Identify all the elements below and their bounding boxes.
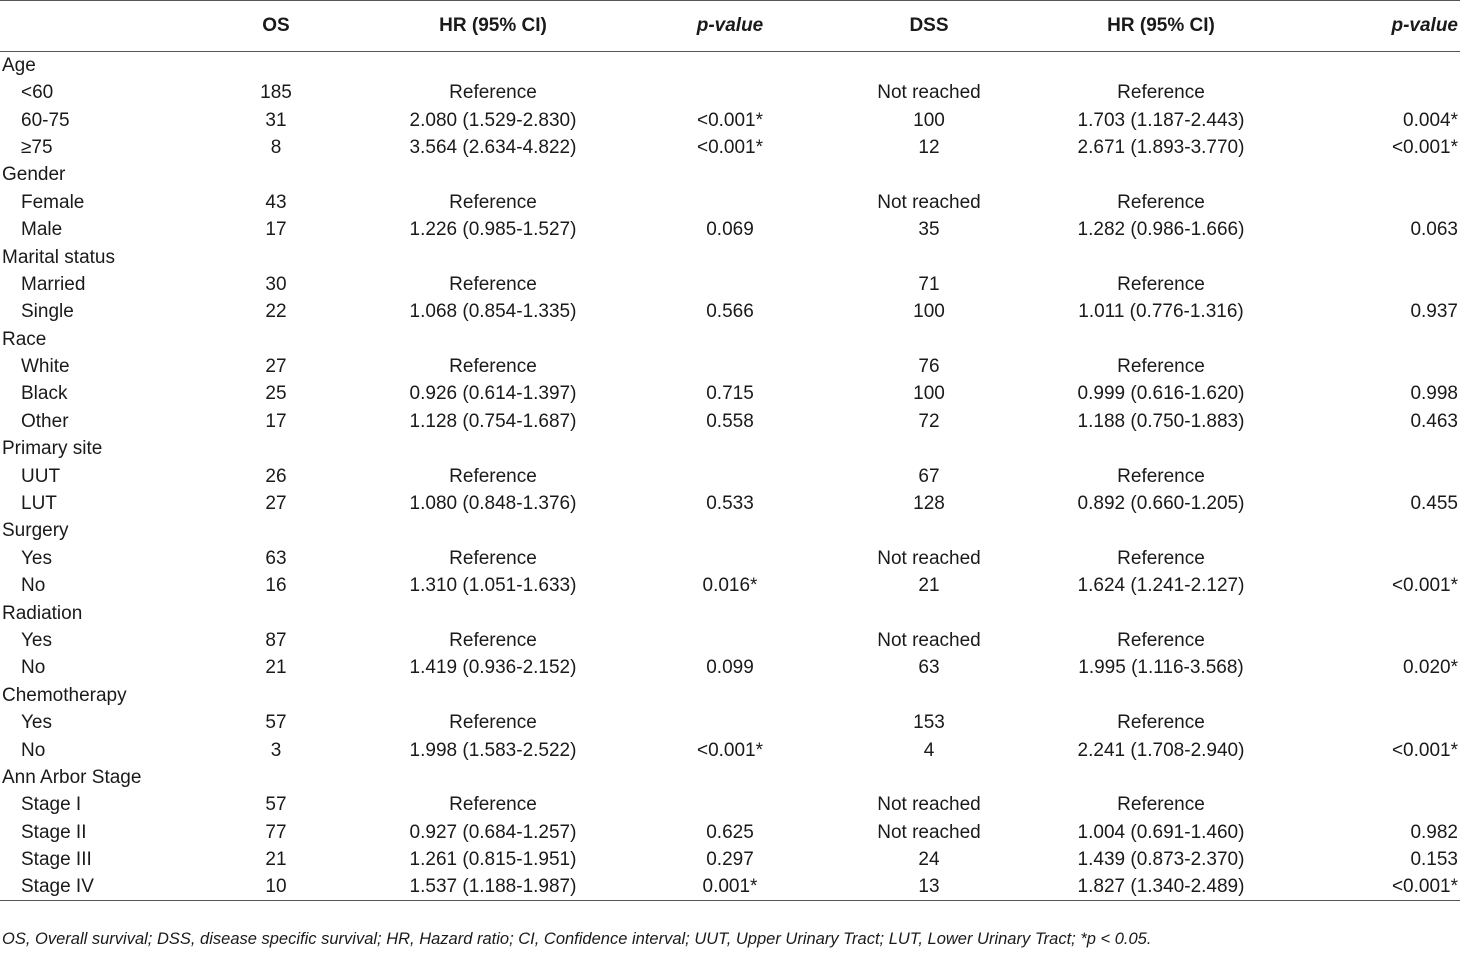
cell-hr-os: 3.564 (2.634-4.822): [409, 136, 577, 158]
table-row: [0, 271, 1460, 298]
cell-os: 17: [265, 410, 287, 432]
cell-hr-os: 1.080 (0.848-1.376): [409, 493, 577, 515]
cell-os: [190, 52, 362, 80]
cell-hr-dss: 1.624 (1.241-2.127): [1077, 575, 1245, 597]
cell-hr-dss: Reference: [1117, 191, 1205, 213]
cell-os: [190, 517, 362, 544]
cell-os: [190, 764, 362, 791]
cell-os: 22: [265, 301, 287, 323]
row-label: Chemotherapy: [2, 684, 127, 706]
cell-hr-os: [362, 517, 624, 544]
row-label: Other: [21, 410, 69, 432]
table-row: [0, 545, 1460, 572]
header-p-os: p-value: [624, 1, 836, 52]
header-os: OS: [190, 1, 362, 52]
cell-os: 77: [265, 821, 287, 843]
cell-hr-os: Reference: [449, 547, 537, 569]
table-row: [0, 298, 1460, 325]
cell-p-os: 0.533: [706, 493, 754, 515]
cell-os: 30: [265, 273, 287, 295]
cell-dss: Not reached: [877, 630, 981, 651]
cell-p-os: 0.566: [706, 301, 754, 323]
row-label: Age: [2, 55, 36, 76]
row-label: LUT: [21, 493, 57, 515]
cell-hr-dss: Reference: [1117, 273, 1205, 295]
cell-hr-dss: [1022, 599, 1300, 626]
cell-os: 57: [265, 712, 287, 734]
group-header-row: [0, 517, 1460, 544]
cell-os: [190, 599, 362, 626]
cell-p-dss: <0.001*: [1391, 739, 1458, 761]
cell-hr-os: [362, 326, 624, 353]
header-hr-os: HR (95% CI): [362, 1, 624, 52]
cell-dss: Not reached: [877, 821, 981, 843]
group-header-row: [0, 435, 1460, 462]
row-label: Surgery: [2, 520, 69, 542]
row-label: White: [21, 356, 70, 378]
row-label: Female: [21, 191, 85, 213]
cell-p-os: 0.297: [706, 849, 754, 871]
cell-hr-dss: 0.892 (0.660-1.205): [1077, 493, 1245, 515]
cell-hr-os: Reference: [449, 82, 537, 104]
cell-hr-dss: [1022, 764, 1300, 791]
cell-p-dss: 0.937: [1410, 301, 1458, 323]
row-label: Stage II: [21, 821, 87, 843]
cell-p-os: 0.099: [706, 657, 754, 679]
cell-hr-dss: 1.011 (0.776-1.316): [1078, 301, 1244, 323]
cell-hr-dss: [1022, 52, 1300, 80]
cell-dss: Not reached: [877, 794, 981, 816]
cell-dss: 24: [918, 849, 940, 871]
cell-dss: 71: [918, 273, 940, 295]
cell-p-os: [624, 271, 836, 298]
cell-dss: [836, 764, 1022, 791]
cell-os: 31: [265, 109, 287, 131]
row-label: Radiation: [2, 602, 83, 624]
cell-hr-os: Reference: [449, 465, 537, 487]
row-label: Ann Arbor Stage: [2, 766, 142, 788]
group-header-row: [0, 682, 1460, 709]
cell-p-dss: 0.004*: [1403, 109, 1458, 131]
cell-p-os: <0.001*: [696, 109, 764, 131]
cell-hr-os: [362, 243, 624, 270]
table-footnote: OS, Overall survival; DSS, disease specific survival; HR, Hazard ratio; CI, Confidence interval; UUT, Upper Urinary Tract; LUT, Lower Urinary Tract; *p < 0.05.: [2, 930, 1152, 948]
cell-hr-os: [362, 764, 624, 791]
cell-hr-os: [362, 52, 624, 80]
cell-hr-dss: 1.282 (0.986-1.666): [1077, 219, 1245, 241]
cell-hr-os: 1.128 (0.754-1.687): [409, 410, 577, 432]
row-label: No: [21, 739, 46, 761]
cell-dss: 76: [918, 356, 940, 378]
cell-os: [190, 161, 362, 188]
cell-os: [190, 326, 362, 353]
cell-dss: 128: [913, 493, 945, 515]
cell-hr-os: [362, 161, 624, 188]
table-row: [0, 791, 1460, 818]
cell-p-dss: [1300, 709, 1460, 736]
cell-p-dss: [1300, 353, 1460, 380]
row-label: <60: [21, 82, 54, 104]
table-row: [0, 819, 1460, 846]
table-row: [0, 106, 1460, 133]
cell-p-dss: [1300, 599, 1460, 626]
cell-dss: 100: [913, 109, 945, 131]
cell-hr-dss: 1.703 (1.187-2.443): [1077, 109, 1245, 131]
table-row: [0, 736, 1460, 763]
cell-os: 21: [265, 657, 287, 679]
cell-p-os: 0.625: [706, 821, 754, 843]
group-header-row: [0, 243, 1460, 270]
row-label: Yes: [21, 547, 52, 569]
cell-os: 27: [265, 493, 287, 515]
table-row: [0, 353, 1460, 380]
row-label: Stage IV: [0, 873, 190, 901]
cell-hr-dss: 1.439 (0.873-2.370): [1077, 849, 1245, 871]
cell-hr-dss: 2.671 (1.893-3.770): [1077, 136, 1245, 158]
table-row: [0, 627, 1460, 654]
cell-dss: Not reached: [877, 547, 981, 569]
table-body: [0, 52, 1460, 901]
header-hr-dss: HR (95% CI): [1022, 1, 1300, 52]
cell-p-dss: <0.001*: [1391, 575, 1458, 597]
cell-p-os: [624, 545, 836, 572]
cell-hr-dss: [1022, 435, 1300, 462]
cell-p-os: 0.069: [706, 219, 754, 241]
cell-dss: 67: [918, 465, 940, 487]
cell-dss: [836, 599, 1022, 626]
cell-os: 43: [265, 191, 287, 213]
cell-hr-dss: Reference: [1117, 82, 1205, 104]
table-header: [0, 1, 1460, 52]
cell-hr-dss: 1.188 (0.750-1.883): [1077, 410, 1245, 432]
cell-dss: [836, 326, 1022, 353]
cell-p-dss: 0.020*: [1403, 657, 1458, 679]
cell-hr-os: Reference: [449, 794, 537, 816]
cell-dss: 72: [918, 410, 940, 432]
cell-dss: 21: [918, 575, 940, 597]
cell-p-os: [624, 791, 836, 818]
row-label: Black: [21, 383, 68, 405]
cell-hr-dss: 1.004 (0.691-1.460): [1077, 821, 1245, 843]
cell-hr-dss: 1.827 (1.340-2.489): [1022, 873, 1300, 901]
cell-hr-dss: [1022, 517, 1300, 544]
header-p-dss: p-value: [1300, 1, 1460, 52]
cell-hr-dss: Reference: [1117, 794, 1205, 816]
row-label: Male: [21, 219, 63, 241]
cell-p-dss: 0.463: [1410, 410, 1458, 432]
cell-hr-os: Reference: [449, 630, 537, 651]
cell-hr-dss: 0.999 (0.616-1.620): [1077, 383, 1245, 405]
cell-p-dss: <0.001*: [1391, 136, 1458, 158]
cell-p-dss: 0.063: [1410, 219, 1458, 241]
cell-p-os: [624, 189, 836, 216]
row-label: Primary site: [2, 438, 103, 460]
table-row: [0, 654, 1460, 681]
cell-p-dss: [1300, 627, 1460, 654]
row-label: 60-75: [21, 109, 70, 131]
table-row: [0, 462, 1460, 489]
cell-os: 21: [265, 849, 287, 871]
cell-p-os: [624, 353, 836, 380]
cell-os: 3: [270, 739, 282, 761]
cell-dss: 63: [918, 657, 940, 679]
cell-p-dss: [1300, 462, 1460, 489]
table-row: [0, 873, 1460, 901]
cell-os: 27: [265, 356, 287, 378]
cell-hr-dss: [1022, 682, 1300, 709]
cell-hr-dss: Reference: [1117, 712, 1205, 734]
table-row: [0, 79, 1460, 106]
table-row: [0, 380, 1460, 407]
cell-p-os: <0.001*: [696, 136, 764, 158]
cell-os: 8: [270, 136, 282, 158]
cell-p-dss: [1300, 435, 1460, 462]
table-row: [0, 490, 1460, 517]
cell-p-dss: <0.001*: [1300, 873, 1460, 901]
cell-p-dss: [1300, 682, 1460, 709]
cell-hr-os: Reference: [449, 712, 537, 734]
cell-hr-dss: [1022, 161, 1300, 188]
header-row: [0, 1, 1460, 52]
row-label: Stage III: [21, 849, 92, 871]
cell-hr-dss: Reference: [1117, 356, 1205, 378]
row-label: Married: [21, 273, 86, 295]
row-label: Race: [2, 328, 47, 350]
cell-dss: [836, 161, 1022, 188]
cell-p-os: [624, 79, 836, 106]
table-row: [0, 189, 1460, 216]
row-label: Gender: [2, 164, 66, 186]
cell-p-os: 0.558: [706, 410, 754, 432]
cell-p-dss: [1300, 764, 1460, 791]
cell-hr-os: 1.537 (1.188-1.987): [362, 873, 624, 901]
cell-p-os: 0.001*: [624, 873, 836, 901]
cell-os: [190, 243, 362, 270]
cell-p-os: [624, 161, 836, 188]
cell-p-os: [624, 52, 836, 80]
cell-p-os: [624, 435, 836, 462]
row-label: Yes: [21, 712, 52, 734]
cell-dss: [836, 435, 1022, 462]
cell-p-dss: [1300, 52, 1460, 80]
cell-p-dss: [1300, 545, 1460, 572]
cell-dss: 12: [918, 136, 940, 158]
cell-hr-os: Reference: [449, 273, 537, 295]
cell-hr-os: [362, 435, 624, 462]
table-row: [0, 134, 1460, 161]
cell-p-dss: [1300, 517, 1460, 544]
cell-hr-dss: Reference: [1117, 630, 1205, 651]
row-label: ≥75: [21, 136, 53, 158]
cell-p-dss: [1300, 161, 1460, 188]
row-label: Stage I: [21, 794, 82, 816]
cell-p-os: [624, 627, 836, 654]
cell-hr-os: 1.998 (1.583-2.522): [409, 739, 577, 761]
cell-p-os: <0.001*: [696, 739, 764, 761]
cell-p-dss: [1300, 326, 1460, 353]
row-label: Yes: [21, 630, 52, 651]
cell-dss: Not reached: [877, 82, 981, 104]
cell-dss: 100: [913, 301, 945, 323]
cell-dss: 153: [913, 712, 945, 734]
cell-dss: 100: [913, 383, 945, 405]
group-header-row: [0, 52, 1460, 80]
cell-hr-os: [362, 599, 624, 626]
cell-p-os: 0.715: [706, 383, 754, 405]
cell-hr-os: 1.310 (1.051-1.633): [409, 575, 577, 597]
row-label: Marital status: [2, 246, 115, 268]
cell-p-os: [624, 599, 836, 626]
cell-dss: 13: [836, 873, 1022, 901]
cell-os: 63: [265, 547, 287, 569]
cell-hr-os: 1.419 (0.936-2.152): [409, 657, 577, 679]
cell-os: 57: [265, 794, 287, 816]
cell-dss: [836, 682, 1022, 709]
table-row: [0, 408, 1460, 435]
row-label: No: [21, 657, 46, 679]
cell-p-os: [624, 326, 836, 353]
cell-hr-dss: [1022, 243, 1300, 270]
cell-os: 26: [265, 465, 287, 487]
cell-dss: [836, 243, 1022, 270]
cell-hr-dss: 2.241 (1.708-2.940): [1077, 739, 1245, 761]
table-row: [0, 709, 1460, 736]
cell-hr-os: 1.068 (0.854-1.335): [409, 301, 577, 323]
group-header-row: [0, 326, 1460, 353]
cell-p-dss: [1300, 791, 1460, 818]
cell-p-dss: 0.153: [1410, 849, 1458, 871]
header-label: [0, 1, 190, 52]
cell-hr-dss: Reference: [1117, 465, 1205, 487]
cell-p-dss: 0.998: [1410, 383, 1458, 405]
cell-hr-os: 1.261 (0.815-1.951): [409, 849, 577, 871]
group-header-row: [0, 599, 1460, 626]
cell-p-os: [624, 462, 836, 489]
cell-hr-os: 0.927 (0.684-1.257): [409, 821, 577, 843]
header-dss: DSS: [836, 1, 1022, 52]
cell-dss: [836, 52, 1022, 80]
table-row: [0, 846, 1460, 873]
cell-p-dss: [1300, 79, 1460, 106]
row-label: No: [21, 575, 46, 597]
cell-p-os: [624, 517, 836, 544]
group-header-row: [0, 764, 1460, 791]
cell-p-dss: [1300, 271, 1460, 298]
cell-p-dss: 0.455: [1410, 493, 1458, 515]
cell-os: 17: [265, 219, 287, 241]
table-row: [0, 572, 1460, 599]
cell-hr-os: 0.926 (0.614-1.397): [409, 383, 577, 405]
cell-os: 185: [260, 82, 292, 104]
cell-os: [190, 682, 362, 709]
cell-hr-os: Reference: [449, 191, 537, 213]
cell-p-dss: [1300, 243, 1460, 270]
row-label: Single: [21, 301, 74, 323]
cell-p-os: [624, 709, 836, 736]
cell-dss: 4: [923, 739, 935, 761]
cell-p-os: 0.016*: [702, 575, 758, 597]
cell-p-dss: [1300, 189, 1460, 216]
cell-hr-dss: [1022, 326, 1300, 353]
cell-os: 16: [265, 575, 287, 597]
group-header-row: [0, 161, 1460, 188]
cell-hr-os: 2.080 (1.529-2.830): [409, 109, 577, 131]
cell-dss: Not reached: [877, 191, 981, 213]
cell-hr-dss: Reference: [1117, 547, 1205, 569]
cell-hr-os: [362, 682, 624, 709]
cell-os: 87: [265, 630, 287, 651]
cell-hr-os: Reference: [449, 356, 537, 378]
cell-p-os: [624, 243, 836, 270]
cell-dss: 35: [918, 219, 940, 241]
cell-p-os: [624, 682, 836, 709]
cell-os: 10: [190, 873, 362, 901]
table-row: [0, 216, 1460, 243]
cell-p-dss: 0.982: [1410, 821, 1458, 843]
cell-p-os: [624, 764, 836, 791]
cell-os: 25: [265, 383, 287, 405]
cell-hr-os: 1.226 (0.985-1.527): [409, 219, 577, 241]
cell-hr-dss: 1.995 (1.116-3.568): [1078, 657, 1244, 679]
row-label: UUT: [21, 465, 61, 487]
cell-os: [190, 435, 362, 462]
cell-dss: [836, 517, 1022, 544]
